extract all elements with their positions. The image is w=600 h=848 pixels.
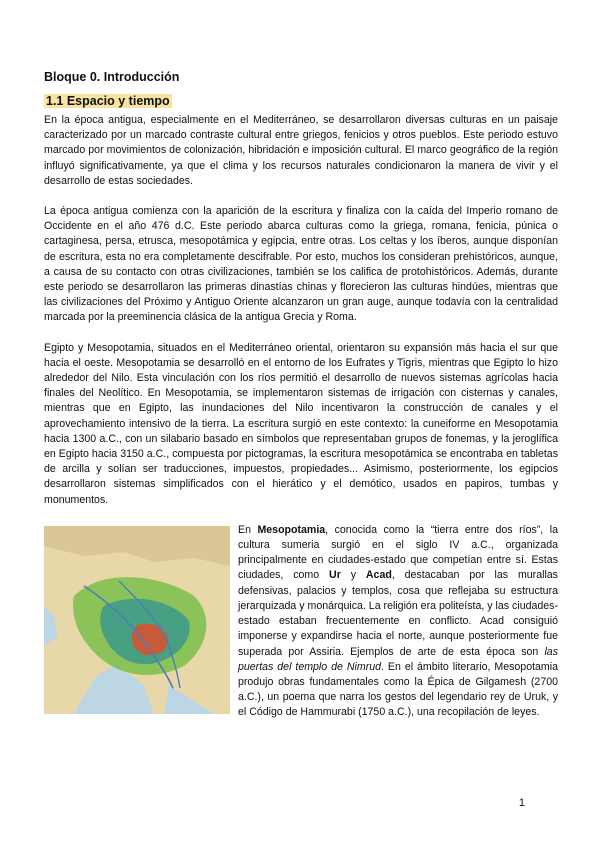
block-title: Bloque 0. Introducción: [44, 70, 180, 84]
p4-mesopotamia: Mesopotamia: [257, 523, 326, 536]
paragraph-2: La época antigua comienza con la aparición de la escritura y finaliza con la caída del Imperio romano de Occidente en el año 476 d.C. Este periodo abarca culturas como la griega, romana, fenicia, púnica o cartaginesa, persa, etrusca, mesopotámica y egipcia, entre otras. Los celtas y los íberos, aunque disponían de escritura, esta no era completamente descifrable. Por esto, muchos los consideran prehistóricos, aunque, a causa de su contacto con otras civilizaciones, también se los califica de protohistóricos. Además, durante este periodo se desarrollaron las primeras dinastías chinas y florecieron las culturas hindúes, mientras que las civilizaciones del Próximo y Antiguo Oriente alcanzaron un gran auge, aunque todavía con la centralidad marcada por la preeminencia clásica de la antigua Grecia y Roma.: [44, 205, 558, 324]
p4-text-4: , destacaban por las murallas defensivas, palacios y templos, cosa que reflejaba su estructura jerarquizada y monárquica. La religión era politeísta, y las ciudades-estado estaban frecuentemente en conflicto. Acad consiguió imponerse y expandirse hacia el norte, aunque posteriormente fue superada por Assiria. Ejemplos de arte de esta época son: [238, 569, 558, 658]
page-number: 1: [518, 797, 525, 809]
section-heading: 1.1 Espacio y tiempo: [46, 94, 170, 108]
paragraph-1: En la época antigua, especialmente en el Mediterráneo, se desarrollaron diversas culturas en un paisaje caracterizado por un marcado contraste cultural entre griegos, fenicios y otros pueblos. Este periodo estuvo marcado por movimientos de colonización, hibridación e imposición cultural. El marco geográfico de la región influyó significativamente, ya que el clima y los recursos naturales condicionaron la manera de vivir y el desarrollo de estas sociedades.: [44, 114, 558, 187]
p4-text-3: y: [340, 569, 366, 582]
p4-text-2: , conocida como la “tierra entre dos ríos”, la cultura sumeria surgió en el siglo IV a.C., organizada principalmente en ciudades-estado que competían entre sí. Estas ciudades, como: [238, 523, 558, 582]
p4-acad: Acad: [365, 569, 392, 582]
p4-ur: Ur: [329, 569, 341, 582]
mesopotamia-map-image: [44, 526, 230, 714]
p4-text-1: En: [238, 523, 258, 536]
p4-text-5: . En el ámbito literario, Mesopotamia produjo obras fundamentales como la Épica de Gilgamesh (2700 a.C.), un poema que narra los gestos del legendario rey de Uruk, y el Código de Hammurabi (1750 a.C.), una recopilación de leyes.: [238, 660, 558, 719]
paragraph-3: Egipto y Mesopotamia, situados en el Mediterráneo oriental, orientaron su expansión más hacia el sur que hacia el oeste. Mesopotamia se desarrolló en el entorno de los Eufrates y Tigris, mientras que Egipto lo hizo alrededor del Nilo. Esta vinculación con los ríos permitió el desarrollo de nuevos sistemas agrícolas hacia finales del Neolítico. En Mesopotamia, se implementaron sistemas de irrigación con cisternas y canales, mientras que en Egipto, las inundaciones del Nilo incentivaron la construcción de canales y el aprovechamiento intensivo de la tierra. La escritura surgió en este contexto: la cuneiforme en Mesopotamia hacia 1300 a.C., con un silabario basado en símbolos que representaban grupos de fonemas, y la jeroglífica en Egipto hacia 3150 a.C., compuesta por pictogramas, la escritura mesopotámica se encontraba en tabletas de arcilla y solían ser traducciones, impuestos, propiedades... Asimismo, posteriormente, los egipcios desarrollaron sistemas simplificados con el hierático y el demótico, usados en papiros, tumbas y monumentos.: [44, 341, 558, 506]
p4-artwork: las puertas del templo de Nimrud: [238, 645, 558, 673]
document-page: [44, 70, 558, 721]
mesopotamia-map-svg: [44, 526, 230, 714]
